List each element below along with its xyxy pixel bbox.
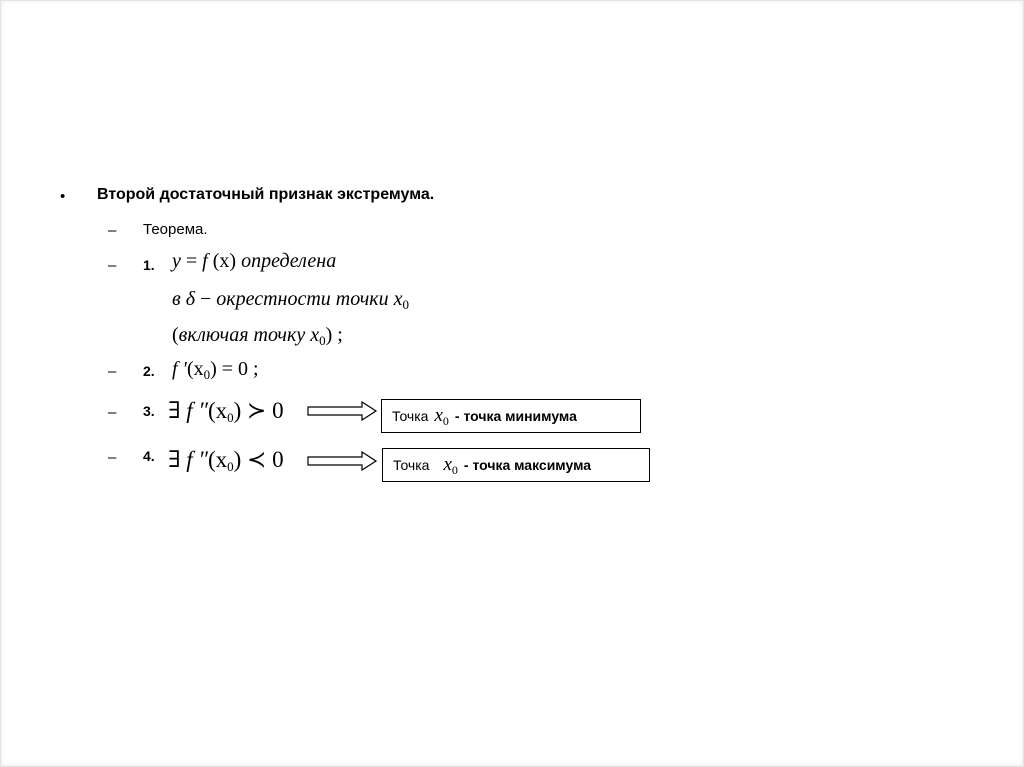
dash-marker: – (108, 257, 117, 274)
result-prefix: Точка (393, 457, 430, 473)
arrow-right-icon (306, 401, 378, 421)
condition-1-line-2: в δ − окрестности точки $x_0$ (172, 288, 410, 312)
slide-heading: Второй достаточный признак экстремума. (97, 186, 435, 203)
result-box-minimum (381, 399, 641, 433)
arrow-right-icon (306, 451, 378, 471)
result-prefix: Точка (392, 408, 429, 424)
item-label-4: 4. (143, 448, 155, 464)
dash-marker: – (108, 449, 117, 466)
result-box-maximum (382, 448, 650, 482)
item-label-3: 3. (143, 403, 155, 419)
condition-3-formula: ∃ f $''(x_0)$ ≻ 0 (168, 398, 284, 425)
item-label-2: 2. (143, 363, 155, 379)
result-variable: $x_0$ (434, 405, 449, 428)
condition-1-line-3: (включая точку $x_0$) ; (172, 324, 343, 348)
condition-4-formula: ∃ f $''(x_0)$ ≺ 0 (168, 447, 284, 474)
dash-marker: – (108, 222, 117, 239)
condition-1-line-1: y = f (x) определена (172, 250, 337, 272)
theorem-label: Теорема. (143, 221, 208, 238)
item-label-1: 1. (143, 257, 155, 273)
result-variable: $x_0$ (443, 454, 458, 477)
bullet-marker: • (60, 188, 66, 205)
result-text: - точка максимума (463, 457, 592, 473)
dash-marker: – (108, 404, 117, 421)
condition-2-formula: f $'(x_0) = 0$ ; (172, 358, 259, 382)
dash-marker: – (108, 363, 117, 380)
result-text: - точка минимума (454, 408, 577, 424)
